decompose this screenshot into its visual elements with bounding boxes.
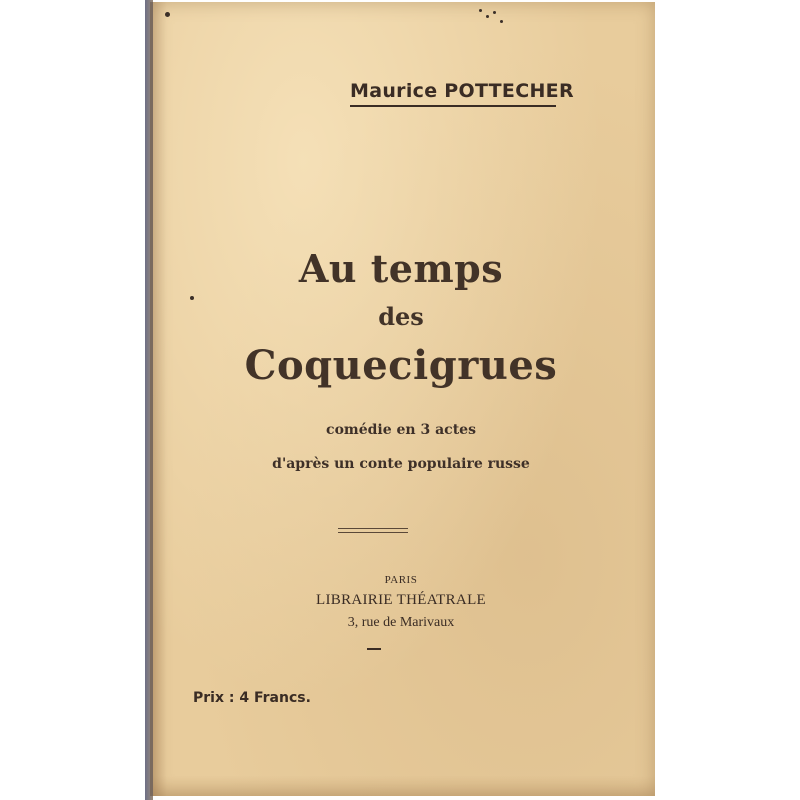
publisher-address: 3, rue de Marivaux bbox=[347, 615, 455, 630]
price-label: Prix : 4 Francs. bbox=[193, 690, 311, 706]
ink-speck bbox=[190, 296, 194, 300]
ink-speck bbox=[500, 20, 503, 23]
book-title-line-2: des bbox=[378, 302, 424, 331]
ink-speck bbox=[493, 11, 496, 14]
author-name: Maurice POTTECHER bbox=[350, 80, 556, 107]
ink-speck bbox=[479, 9, 482, 12]
ink-speck bbox=[486, 15, 489, 18]
publisher-city: PARIS bbox=[384, 574, 418, 586]
publisher-name: LIBRAIRIE THÉATRALE bbox=[316, 592, 486, 608]
subtitle-genre: comédie en 3 actes bbox=[326, 422, 476, 438]
ornamental-divider bbox=[338, 528, 408, 533]
ink-speck bbox=[165, 12, 170, 17]
book-cover bbox=[150, 2, 655, 796]
book-title-line-1: Au temps bbox=[298, 246, 504, 291]
book-title-line-3: Coquecigrues bbox=[244, 342, 558, 389]
subtitle-source: d'après un conte populaire russe bbox=[272, 456, 530, 472]
small-dash-divider bbox=[367, 648, 381, 650]
